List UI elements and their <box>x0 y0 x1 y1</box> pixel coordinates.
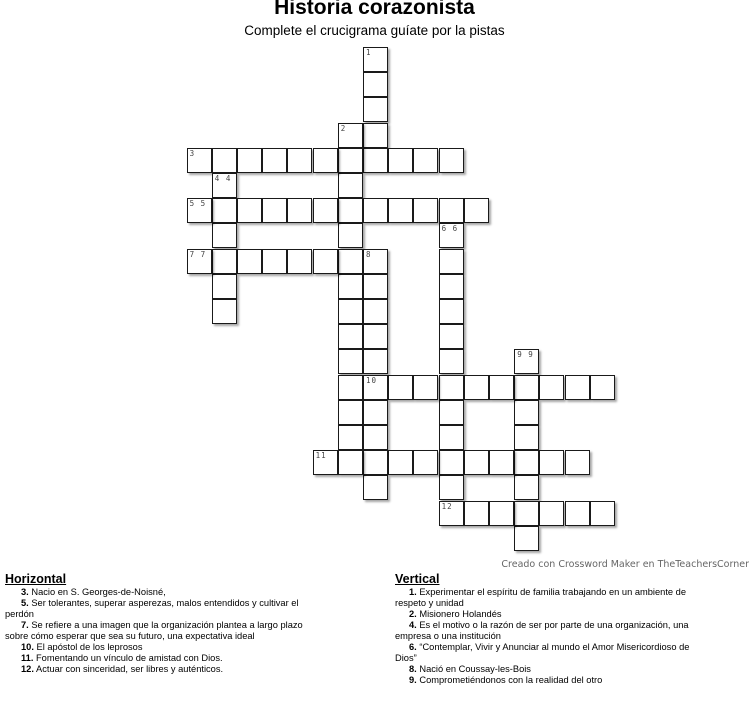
grid-cell[interactable] <box>287 198 312 223</box>
clue-item-number: 5. <box>21 598 29 608</box>
grid-cell[interactable] <box>413 148 438 173</box>
grid-cell[interactable] <box>590 375 615 400</box>
clue-item-continuation: Dios” <box>395 653 417 663</box>
clue-item-number: 2. <box>409 609 417 619</box>
grid-cell[interactable] <box>514 349 539 374</box>
grid-cell[interactable] <box>439 475 464 500</box>
grid-cell[interactable] <box>388 148 413 173</box>
clue-item-number: 1. <box>409 587 417 597</box>
grid-cell[interactable] <box>212 274 237 299</box>
grid-cell[interactable] <box>338 274 363 299</box>
grid-cell[interactable] <box>464 501 489 526</box>
clue-item-text: “Contemplar, Vivir y Anunciar al mundo el Amor Misericordioso de <box>416 642 690 652</box>
grid-cell[interactable] <box>514 475 539 500</box>
clue-item <box>5 598 365 620</box>
clue-item-text: Actuar con sinceridad, ser libres y auténticos. <box>33 664 224 674</box>
grid-cell[interactable] <box>363 375 388 400</box>
clue-item-number: 12. <box>21 664 34 674</box>
grid-cell[interactable] <box>187 148 212 173</box>
clue-item <box>395 642 747 664</box>
clue-item-text: Fomentando un vínculo de amistad con Dios. <box>33 653 223 663</box>
vertical-clue-list <box>395 587 747 686</box>
grid-cell[interactable] <box>439 198 464 223</box>
grid-cell[interactable] <box>514 450 539 475</box>
grid-cell[interactable] <box>313 450 338 475</box>
grid-cell[interactable] <box>262 148 287 173</box>
grid-cell[interactable] <box>439 450 464 475</box>
grid-cell[interactable] <box>338 198 363 223</box>
horizontal-clue-list <box>5 587 365 675</box>
clue-item <box>5 587 365 598</box>
grid-cell[interactable] <box>363 400 388 425</box>
grid-cell[interactable] <box>363 324 388 349</box>
grid-cell[interactable] <box>338 349 363 374</box>
clue-item-number: 6. <box>409 642 417 652</box>
clue-number: 2 <box>340 123 347 133</box>
clue-item-continuation: sobre cómo esperar que sea su futuro, una expectativa ideal <box>5 631 255 641</box>
grid-cell[interactable] <box>565 375 590 400</box>
grid-cell[interactable] <box>237 198 262 223</box>
grid-cell[interactable] <box>514 400 539 425</box>
clue-item-number: 11. <box>21 653 34 663</box>
clue-item-continuation: perdón <box>5 609 34 619</box>
grid-cell[interactable] <box>287 148 312 173</box>
grid-cell[interactable] <box>212 148 237 173</box>
grid-cell[interactable] <box>514 375 539 400</box>
grid-cell[interactable] <box>262 249 287 274</box>
grid-cell[interactable] <box>439 400 464 425</box>
clue-item-text: Es el motivo o la razón de ser por parte de una organización, una <box>416 620 689 630</box>
grid-cell[interactable] <box>363 450 388 475</box>
grid-cell[interactable] <box>464 198 489 223</box>
clue-item <box>395 609 747 620</box>
grid-cell[interactable] <box>363 475 388 500</box>
clue-item-continuation: respeto y unidad <box>395 598 464 608</box>
grid-cell[interactable] <box>212 173 237 198</box>
grid-cell[interactable] <box>338 249 363 274</box>
grid-cell[interactable] <box>313 249 338 274</box>
grid-cell[interactable] <box>338 324 363 349</box>
clue-number: 3 <box>189 148 196 158</box>
grid-cell[interactable] <box>514 501 539 526</box>
grid-cell[interactable] <box>388 375 413 400</box>
grid-cell[interactable] <box>338 425 363 450</box>
grid-cell[interactable] <box>237 148 262 173</box>
grid-cell[interactable] <box>565 450 590 475</box>
grid-cell[interactable] <box>363 97 388 122</box>
clue-number: 1 <box>366 48 372 57</box>
clue-item <box>395 664 747 675</box>
grid-cell[interactable] <box>338 123 363 148</box>
grid-cell[interactable] <box>514 425 539 450</box>
grid-cell[interactable] <box>338 450 363 475</box>
grid-cell[interactable] <box>590 501 615 526</box>
clue-item <box>395 620 747 642</box>
grid-cell[interactable] <box>439 148 464 173</box>
horizontal-heading: Horizontal <box>5 572 67 586</box>
grid-cell[interactable] <box>187 198 212 223</box>
vertical-clues <box>395 572 747 686</box>
clue-number: 11 <box>315 451 327 461</box>
grid-cell[interactable] <box>413 198 438 223</box>
clue-item-text: Nacio en S. Georges-de-Noisné, <box>28 587 166 597</box>
grid-cell[interactable] <box>212 299 237 324</box>
grid-cell[interactable] <box>363 47 388 72</box>
grid-cell[interactable] <box>539 450 564 475</box>
clue-item-text: El apóstol de los leprosos <box>33 642 143 652</box>
grid-cell[interactable] <box>338 400 363 425</box>
grid-cell[interactable] <box>187 249 212 274</box>
grid-cell[interactable] <box>237 249 262 274</box>
clue-item-text: Comprometiéndonos con la realidad del otro <box>416 675 603 685</box>
grid-cell[interactable] <box>363 148 388 173</box>
clue-item-continuation: empresa o una institución <box>395 631 501 641</box>
grid-cell[interactable] <box>338 173 363 198</box>
grid-cell[interactable] <box>363 299 388 324</box>
grid-cell[interactable] <box>439 249 464 274</box>
grid-cell[interactable] <box>388 198 413 223</box>
grid-cell[interactable] <box>565 501 590 526</box>
clue-number: 8 <box>366 249 372 259</box>
grid-cell[interactable] <box>539 375 564 400</box>
clue-item <box>395 675 747 686</box>
grid-cell[interactable] <box>338 148 363 173</box>
grid-cell[interactable] <box>413 450 438 475</box>
grid-cell[interactable] <box>489 375 514 400</box>
clue-item-text: Nació en Coussay-les-Bois <box>416 664 531 674</box>
clue-number: 6 6 <box>441 224 459 234</box>
clue-item-text: Experimentar el espíritu de familia trabajando en un ambiente de <box>416 587 687 597</box>
grid-cell[interactable] <box>363 425 388 450</box>
grid-cell[interactable] <box>338 299 363 324</box>
clue-item-text: Ser tolerantes, superar asperezas, malos entendidos y cultivar el <box>28 598 299 608</box>
grid-cell[interactable] <box>212 223 237 248</box>
grid-cell[interactable] <box>313 198 338 223</box>
grid-cell[interactable] <box>363 72 388 97</box>
grid-cell[interactable] <box>363 349 388 374</box>
grid-cell[interactable] <box>413 375 438 400</box>
clue-item <box>5 653 365 664</box>
grid-cell[interactable] <box>539 501 564 526</box>
clue-item <box>5 664 365 675</box>
grid-cell[interactable] <box>212 198 237 223</box>
grid-cell[interactable] <box>212 249 237 274</box>
grid-cell[interactable] <box>439 425 464 450</box>
grid-cell[interactable] <box>464 450 489 475</box>
clue-number: 12 <box>441 501 453 511</box>
grid-cell[interactable] <box>439 299 464 324</box>
grid-cell[interactable] <box>439 349 464 374</box>
clue-item-number: 8. <box>409 664 417 674</box>
page-title: Historia corazonista <box>274 0 475 19</box>
grid-cell[interactable] <box>313 148 338 173</box>
clue-item <box>5 642 365 653</box>
page-subtitle: Complete el crucigrama guíate por la pistas <box>244 23 505 38</box>
grid-cell[interactable] <box>363 274 388 299</box>
credit-line: Creado con Crossword Maker en TheTeachersCorner <box>501 559 749 570</box>
clue-number: 4 4 <box>214 174 232 183</box>
grid-cell[interactable] <box>388 450 413 475</box>
grid-cell[interactable] <box>338 223 363 248</box>
horizontal-clues <box>5 572 365 675</box>
grid-cell[interactable] <box>439 375 464 400</box>
grid-cell[interactable] <box>439 274 464 299</box>
grid-cell[interactable] <box>489 450 514 475</box>
clue-number: 7 7 <box>189 249 207 259</box>
clue-item <box>5 620 365 642</box>
grid-cell[interactable] <box>287 249 312 274</box>
grid-cell[interactable] <box>439 501 464 526</box>
clue-number: 10 <box>366 375 378 385</box>
grid-cell[interactable] <box>262 198 287 223</box>
clue-number: 5 5 <box>189 199 207 209</box>
clue-item-number: 4. <box>409 620 417 630</box>
grid-cell[interactable] <box>338 375 363 400</box>
grid-cell[interactable] <box>363 198 388 223</box>
clue-item-text: Se refiere a una imagen que la organización plantea a largo plazo <box>28 620 303 630</box>
grid-cell[interactable] <box>489 501 514 526</box>
clue-item-number: 10. <box>21 642 34 652</box>
grid-cell[interactable] <box>514 526 539 551</box>
grid-cell[interactable] <box>439 223 464 248</box>
clue-item-number: 7. <box>21 620 29 630</box>
clue-item-number: 3. <box>21 587 29 597</box>
clue-number: 9 9 <box>517 350 534 360</box>
vertical-heading: Vertical <box>395 572 440 586</box>
grid-cell[interactable] <box>363 249 388 274</box>
grid-cell[interactable] <box>363 123 388 148</box>
clue-item-number: 9. <box>409 675 417 685</box>
grid-cell[interactable] <box>464 375 489 400</box>
clue-item-text: Misionero Holandés <box>416 609 502 619</box>
grid-cell[interactable] <box>439 324 464 349</box>
clue-item <box>395 587 747 609</box>
